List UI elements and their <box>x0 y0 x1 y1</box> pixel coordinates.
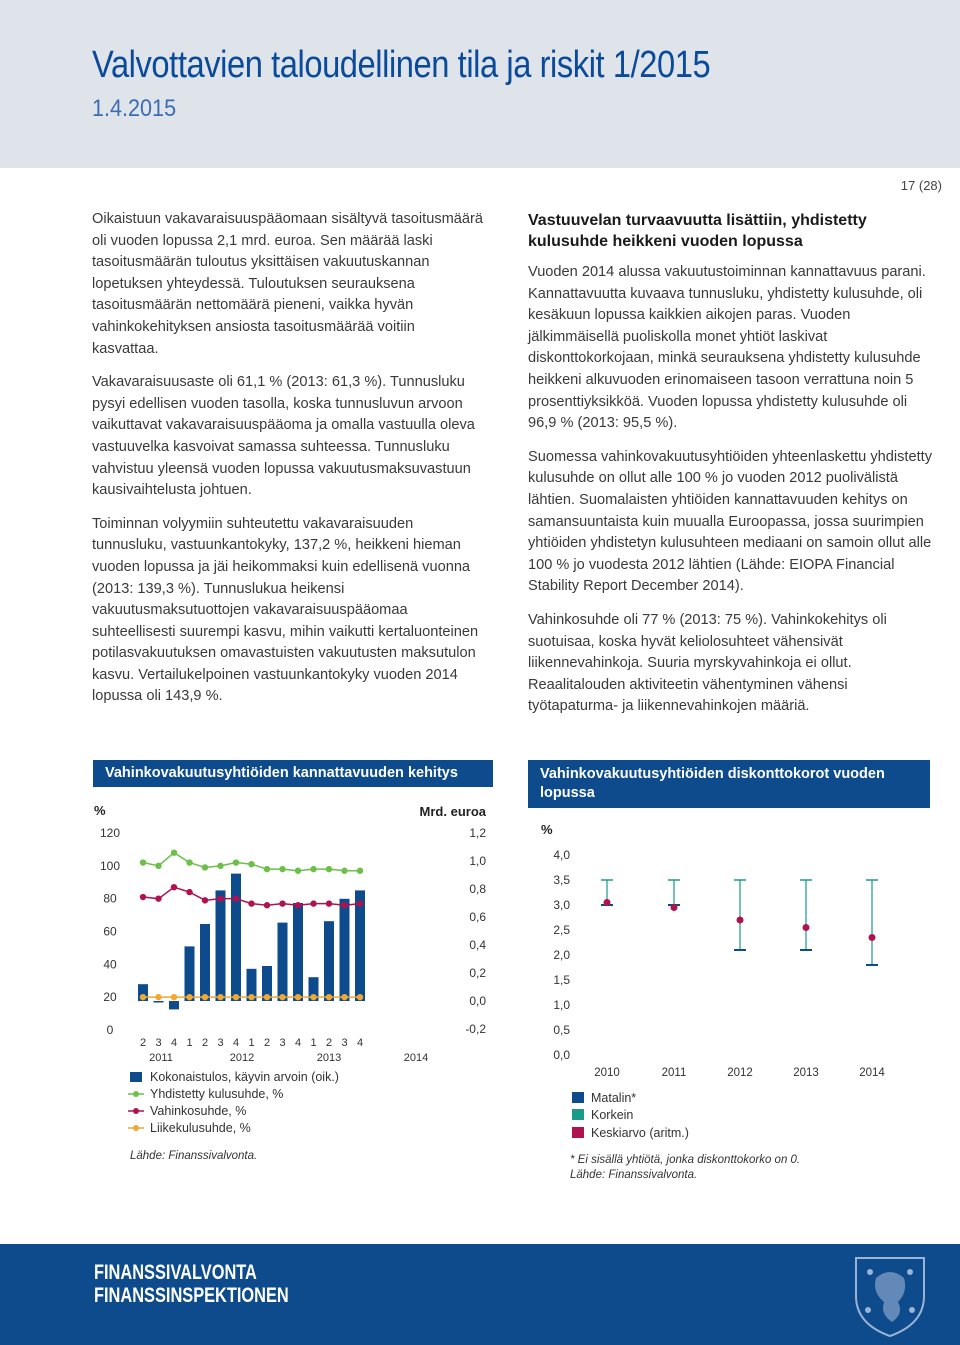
chart1-xtick: 3 <box>341 1037 348 1049</box>
chart2-xtick: 2012 <box>727 1067 753 1079</box>
lion-crest-icon <box>848 1252 932 1338</box>
chart1-xtick: 3 <box>217 1037 224 1049</box>
chart2-legend-swatch <box>572 1127 584 1138</box>
chart2-ytick: 3,5 <box>553 873 570 887</box>
chart2-ytick: 1,0 <box>553 998 570 1012</box>
chart1-xtick: 2 <box>139 1037 147 1049</box>
chart2-legend-swatch <box>572 1092 584 1103</box>
chart2-ytick: 0,0 <box>553 1048 570 1062</box>
chart2-xtick: 2011 <box>661 1067 687 1079</box>
page-title: Valvottavien taloudellinen tila ja riskit 1/2015 <box>92 44 711 86</box>
chart1-xtick: 2 <box>201 1037 209 1049</box>
section-heading: Vastuuvelan turvaavuutta lisättiin, yhdistetty kulusuhde heikkeni vuoden lopussa <box>528 212 867 250</box>
paragraph: Toiminnan volyymiin suhteutettu vakavaraisuuden tunnusluku, vastuunkantokyky, 137,2 %, heikkeni hieman vuoden lopussa ja jäi heikommaksi kuin edellisenä vuonna (2013: 139,3 %). Tunnuslukua heikensi vakuutusmaksutuottojen vakavaraisuuspääomaa suhteellisesti suurempi kasvu, mihin vaikutti kertaluonteinen potilasvakuutuksen omavastuisten vakuutusten maksutulon kasvu. Vertailukelpoinen vastuunkantokyky vuoden 2014 lopussa oli 143,9 %. <box>92 515 479 705</box>
chart2-mean-point <box>803 924 810 931</box>
chart2-mean-point <box>737 917 744 924</box>
chart1-xtick: 4 <box>294 1037 302 1049</box>
chart2-footnote: * Ei sisällä yhtiötä, jonka diskonttokorko on 0. <box>570 1154 801 1166</box>
chart2-legend-label: Matalin* <box>591 1091 637 1105</box>
chart1-ytick-left: 120 <box>99 826 121 840</box>
chart1-ytick-left: 20 <box>103 990 117 1005</box>
chart2-mean-point <box>604 899 611 906</box>
chart1-year-label: 2011 <box>149 1052 173 1064</box>
chart2-ytick: 4,0 <box>553 848 570 862</box>
footer-logo-line1: FINANSSIVALVONTA <box>94 1261 257 1284</box>
chart1-ylabel-right: Mrd. euroa <box>419 804 486 819</box>
chart1-xtick: 1 <box>248 1037 255 1049</box>
chart1-legend-label: Vahinkosuhde, % <box>150 1104 247 1118</box>
chart1-ytick-right: 0,0 <box>469 994 486 1008</box>
chart2-ytick: 2,0 <box>553 948 570 962</box>
paragraph: Oikaistuun vakavaraisuuspääomaan sisältyvä tasoitusmäärä oli vuoden lopussa 2,1 mrd. euroa. Sen määrää laski tasoitusmäärän tuloutus yksittäisen vakuutuskannan lopetuksen yhteydessä. Tuloutuksen seurauksena tasoitusmäärän nettomäärä pieneni, vaikka hyvän vahinkokehityksen ansiosta tasoitusmäärää voitiin kasvattaa. <box>92 211 483 357</box>
chart1-source: Lähde: Finanssivalvonta. <box>130 1150 258 1162</box>
chart1-year-label: 2012 <box>229 1052 255 1064</box>
chart1-xtick: 3 <box>155 1037 162 1049</box>
chart1-xtick: 1 <box>310 1037 317 1049</box>
chart1-legend-label: Liikekulusuhde, % <box>150 1121 251 1135</box>
chart2-ylabel: % <box>541 822 553 837</box>
paragraph: Vakavaraisuusaste oli 61,1 % (2013: 61,3 %). Tunnusluku pysyi edellisen vuoden tasolla, koska tunnusluvun arvoon vaikuttavat vakavaraisuuspääoma ja omalla vastuulla oleva vastuuvelka kasvoivat samassa suhteessa. Tunnusluku vahvistuu yleensä vuoden lopussa vakuutusmaksuvastuun kausivaihtelusta johtuen. <box>92 374 475 499</box>
chart1-ytick-left: 100 <box>99 858 121 873</box>
page-number: 17 (28) <box>900 178 942 193</box>
chart1-xtick: 4 <box>170 1037 178 1049</box>
chart2-ytick: 1,5 <box>553 973 570 987</box>
chart1-xtick: 4 <box>232 1037 240 1049</box>
chart1-xtick: 2 <box>325 1037 333 1049</box>
chart1-ytick-right: 1,0 <box>469 854 486 868</box>
chart1-ytick-right: 0,6 <box>469 910 486 924</box>
chart1-ytick-left: 60 <box>103 924 117 939</box>
chart2-xtick: 2013 <box>793 1067 819 1079</box>
chart1-ytick-right: 0,8 <box>469 882 486 896</box>
chart1-xtick: 3 <box>279 1037 286 1049</box>
chart2-ytick: 3,0 <box>553 898 570 912</box>
chart1-legend-label: Kokonaistulos, käyvin arvoin (oik.) <box>150 1070 339 1084</box>
chart1-xtick: 1 <box>186 1037 193 1049</box>
chart2-legend-swatch <box>572 1109 584 1120</box>
paragraph: Suomessa vahinkovakuutusyhtiöiden yhteenlaskettu yhdistetty kulusuhde on ollut alle 100 % jo vuoden 2012 puolivälistä lähtien. Suomalaisten yhtiöiden kannattavuuden kehitys on samansuuntaista kuin muualla Euroopassa, jossa suurimpien yhtiöiden yhdistetyn kulusuhteen mediaani on samoin ollut alle 100 % jo vuodesta 2012 lähtien (Lähde: EIOPA Financial Stability Report December 2014). <box>528 448 933 595</box>
chart2-title: Vahinkovakuutusyhtiöiden diskonttokorot vuoden lopussa <box>528 760 930 808</box>
report-date: 1.4.2015 <box>92 95 177 122</box>
chart1-legend-label: Yhdistetty kulusuhde, % <box>150 1087 284 1101</box>
chart1-ytick-right: 0,2 <box>469 966 486 980</box>
chart2-source: Lähde: Finanssivalvonta. <box>570 1169 698 1181</box>
chart2-xtick: 2010 <box>594 1067 620 1079</box>
footer-logo-line2: FINANSSINSPEKTIONEN <box>94 1284 289 1307</box>
chart2-ytick: 0,5 <box>553 1023 570 1037</box>
chart2-legend-label: Keskiarvo (aritm.) <box>591 1126 689 1140</box>
paragraph: Vahinkosuhde oli 77 % (2013: 75 %). Vahinkokehitys oli suotuisaa, koska hyvät keliolosuhteet vähensivät liikennevahinkoja. Suuria myrskyvahinkoja ei ollut. Reaalitalouden aktiviteetin vähentyminen vähensi työtapaturma- ja liikennevahinkojen määriä. <box>528 611 887 715</box>
chart1-xtick: 2 <box>263 1037 271 1049</box>
chart2-legend-label: Korkein <box>591 1108 634 1122</box>
chart1-ytick-right: -0,2 <box>465 1022 486 1036</box>
chart1-xtick: 4 <box>356 1037 364 1049</box>
chart1-ytick-left: 80 <box>103 891 117 906</box>
chart1-title: Vahinkovakuutusyhtiöiden kannattavuuden kehitys <box>93 760 493 787</box>
chart2-mean-point <box>671 904 678 911</box>
chart1-year-label: 2013 <box>316 1052 342 1064</box>
chart1-ylabel-left: % <box>94 803 106 818</box>
paragraph: Vuoden 2014 alussa vakuutustoiminnan kannattavuus parani. Kannattavuutta kuvaava tunnusluku, yhdistetty kulusuhde, oli kesäkuun lopussa kaikkien aikojen paras. Vuoden jälkimmäisellä puoliskolla monet yhtiöt laskivat diskonttokorkojaan, minkä seurauksena yhdistetty kulusuhde heikkeni alkuvuoden erinomaiseen tasoon verrattuna noin 5 prosenttiyksikköä. Vuoden lopussa yhdistetty kulusuhde oli 96,9 % (2013: 95,5 %). <box>528 264 926 432</box>
chart1-ytick-left: 40 <box>103 957 117 972</box>
chart1-year-label: 2014 <box>403 1052 429 1064</box>
chart1-ytick-right: 1,2 <box>469 826 486 840</box>
chart1-ytick-left: 0 <box>106 1023 114 1037</box>
chart2-ytick: 2,5 <box>553 923 570 937</box>
chart2-xtick: 2014 <box>859 1067 885 1079</box>
chart2-mean-point <box>869 934 876 941</box>
chart1-ytick-right: 0,4 <box>469 938 486 952</box>
